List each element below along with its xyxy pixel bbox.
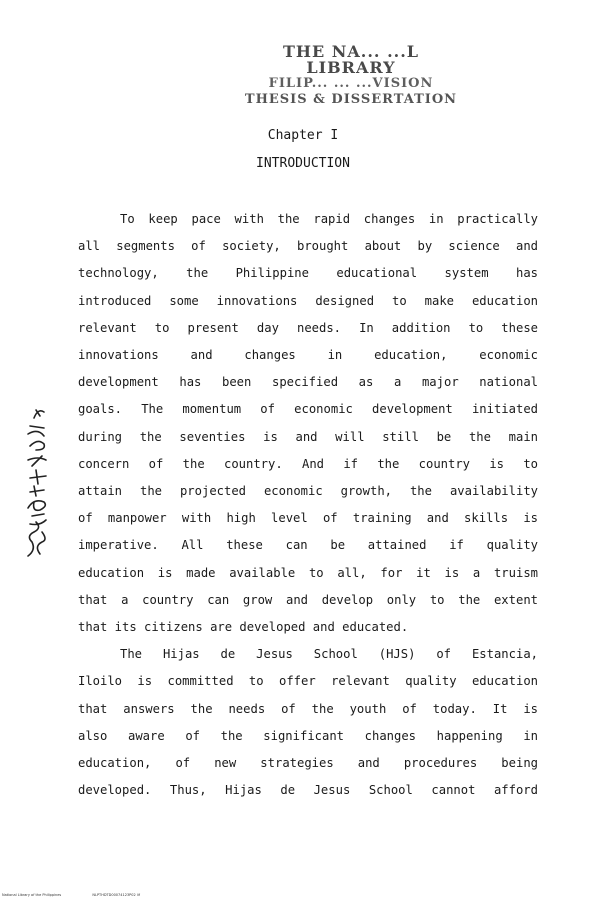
text-line: imperative. All these can be attained if quality <box>78 538 538 553</box>
chapter-label: Chapter I <box>267 128 339 143</box>
chapter-title: INTRODUCTION <box>256 156 350 171</box>
text-line: that a country can grow and develop only to the extent <box>78 592 538 607</box>
footer-right: NLPTHDTD00074123P02 lif <box>92 893 141 897</box>
text-line: developed. Thus, Hijas de Jesus School cannot afford <box>78 783 538 798</box>
text-line: development has been specified as a major national <box>78 375 538 390</box>
text-line: attain the projected economic growth, the availability <box>78 484 538 499</box>
text-line: Iloilo is committed to offer relevant quality education <box>78 674 538 689</box>
handwriting-icon <box>18 396 58 566</box>
footer-left: National Library of the Philippines <box>2 893 62 897</box>
text-line: To keep pace with the rapid changes in practically <box>120 212 538 226</box>
text-line: of manpower with high level of training and skills is <box>78 511 538 526</box>
text-line: concern of the country. And if the country is to <box>78 456 538 471</box>
stamp-line-1: THE NA... ...L LIBRARY <box>282 42 420 77</box>
text-line: that its citizens are developed and educated. <box>78 620 409 635</box>
body-text <box>78 206 538 804</box>
text-line: relevant to present day needs. In addition to these <box>78 320 538 335</box>
text-line: all segments of society, brought about by science and <box>78 239 538 254</box>
text-line: introduced some innovations designed to make education <box>78 293 538 308</box>
text-line: education, of new strategies and procedures being <box>78 756 538 771</box>
text-line: education is made available to all, for it is a truism <box>78 565 538 580</box>
library-stamp <box>236 44 466 108</box>
text-line: also aware of the significant changes happening in <box>78 728 538 743</box>
text-line: technology, the Philippine educational system has <box>78 266 538 281</box>
handwritten-accession-note <box>18 396 58 566</box>
text-line: during the seventies is and will still be the main <box>78 429 538 444</box>
stamp-line-3: THESIS & DISSERTATION <box>244 92 458 107</box>
scan-footer <box>2 893 170 897</box>
text-line: that answers the needs of the youth of today. It is <box>78 701 538 716</box>
text-line: goals. The momentum of economic development initiated <box>78 402 538 417</box>
text-line: innovations and changes in education, economic <box>78 348 538 363</box>
text-line: The Hijas de Jesus School (HJS) of Estancia, <box>120 647 538 662</box>
stamp-line-2: FILIP... ... ...VISION <box>268 76 434 91</box>
